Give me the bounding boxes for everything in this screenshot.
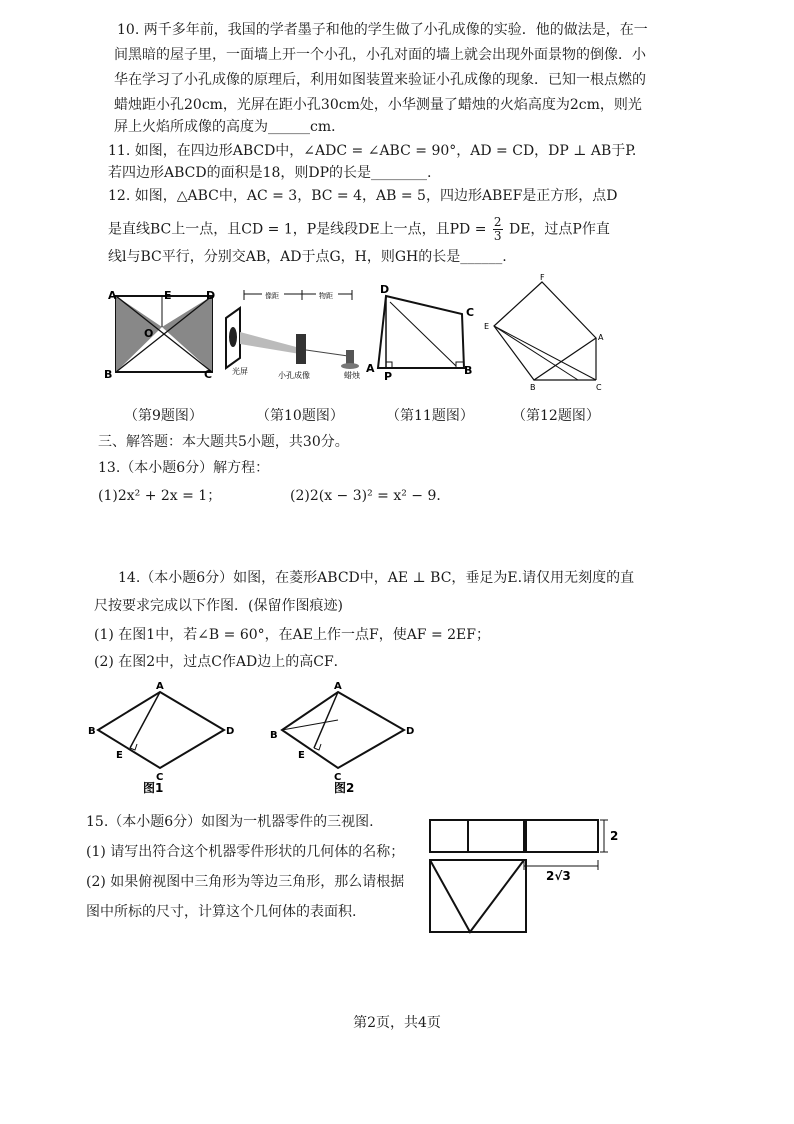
fig11-label-b: B [464,364,473,377]
q14-line2: 尺按要求完成以下作图．(保留作图痕迹) [94,598,343,614]
side-view [524,820,618,883]
dimension-height: 2 [610,829,619,843]
section-3-heading: 三、解答题：本大题共5小题，共30分。 [98,434,349,450]
rhombus-figures [86,680,426,796]
fig9-label-c: C [204,368,213,381]
fraction-denominator: 3 [493,229,502,243]
q12-line2-start: 是直线BC上一点，且CD = 1，P是线段DE上一点，且PD = [108,221,487,238]
fig9 [104,289,215,381]
fig1-label-d: D [226,726,235,737]
fig9-label-a: A [108,289,117,302]
fig9-label-e: E [164,289,172,302]
fig9-label-d: D [206,289,216,302]
q12-line1: 12. 如图，△ABC中，AC = 3，BC = 4，AB = 5，四边形ABEF是正方形，点D [108,188,618,204]
q12-line2 [108,216,610,243]
fig1-label-a: A [156,681,164,692]
q14-line4: (2) 在图2中，过点C作AD边上的高CF． [94,654,348,670]
fig10-label-image-distance: 像距 [265,292,279,300]
q14-line1: 14.（本小题6分）如图，在菱形ABCD中，AE ⊥ BC，垂足为E.请仅用无刻度的直 [118,570,635,586]
q15-line3: (2) 如果俯视图中三角形为等边三角形，那么请根据 [86,874,405,890]
q13-equation-2: (2)2(x − 3)² = x² − 9． [290,488,451,504]
fig9-label-o: O [144,327,154,340]
fig11-label-p: P [384,370,393,383]
q13-heading: 13.（本小题6分）解方程： [98,460,270,476]
fig10-label-candle: 蜡烛 [344,371,360,380]
fig10-caption: （第10题图） [256,408,344,424]
fraction-numerator: 2 [493,215,502,229]
q13-equation-1: (1)2x² + 2x = 1； [98,488,222,504]
q10-line3: 华在学习了小孔成像的原理后，利用如图装置来验证小孔成像的现象．已知一根点燃的 [114,72,646,88]
front-view [430,820,526,852]
fig9-label-b: B [104,368,113,381]
fig12-label-a: A [598,333,604,342]
fig10-label-screen: 光屏 [232,367,248,376]
fig2-caption: 图2 [334,781,355,795]
fig11-label-a: A [366,362,375,375]
fig2-label-d: D [406,726,415,737]
fraction [493,216,503,243]
rhombus-figure-1 [88,681,234,783]
fig10-label-object-distance: 物距 [319,292,333,300]
q10-line5: 屏上火焰所成像的高度为______cm． [114,119,346,135]
q10-line2: 间黑暗的屋子里，一面墙上开一个小孔，小孔对面的墙上就会出现外面景物的倒像．小 [114,47,646,63]
q12-line3: 线l与BC平行，分别交AB，AD于点G，H，则GH的长是______. [108,249,507,265]
fig10 [226,290,361,380]
fig11-label-c: C [466,306,475,319]
q12-line2-end: DE，过点P作直 [508,221,610,238]
q15-line4: 图中所标的尺寸，计算这个几何体的表面积. [86,904,357,920]
fig9-caption: （第9题图） [124,408,203,424]
fig12 [484,273,604,392]
three-view-figure [420,808,630,936]
q11-line2: 若四边形ABCD的面积是18，则DP的长是________. [108,165,432,181]
q10-line4: 蜡烛距小孔20cm，光屏在距小孔30cm处，小华测量了蜡烛的火焰高度为2cm，则光 [114,97,642,113]
q10-line1: 10. 两千多年前，我国的学者墨子和他的学生做了小孔成像的实验．他的做法是，在一 [117,22,648,38]
fig2-label-a: A [334,681,342,692]
rhombus-figure-2 [270,681,414,783]
fig11 [366,283,474,383]
page-footer: 第2页，共4页 [353,1015,441,1031]
fig1-label-e: E [116,750,123,761]
fig12-label-b: B [530,383,536,392]
fig2-label-e: E [298,750,305,761]
fig10-label-pinhole: 小孔成像 [278,371,310,380]
dimension-width: 2√3 [546,869,571,883]
fig12-caption: （第12题图） [512,408,600,424]
fig2-label-c: C [334,772,342,783]
fig12-label-f: F [540,273,545,282]
q14-line3: (1) 在图1中，若∠B = 60°，在AE上作一点F，使AF = 2EF； [94,627,490,643]
q15-line1: 15.（本小题6分）如图为一机器零件的三视图. [86,814,374,830]
fig1-label-c: C [156,772,164,783]
fig11-caption: （第11题图） [386,408,474,424]
fig12-label-e: E [484,322,490,331]
fig11-label-d: D [380,283,390,296]
q15-line2: (1) 请写出符合这个机器零件形状的几何体的名称； [86,844,405,860]
fig12-label-c: C [596,383,602,392]
fig1-caption: 图1 [143,781,164,795]
fig2-label-b: B [270,730,278,741]
fig1-label-b: B [88,726,96,737]
top-view [430,860,526,932]
q11-line1: 11. 如图，在四边形ABCD中，∠ADC = ∠ABC = 90°，AD = CD，DP ⊥ AB于P. [108,143,637,159]
figures-row [100,273,760,392]
